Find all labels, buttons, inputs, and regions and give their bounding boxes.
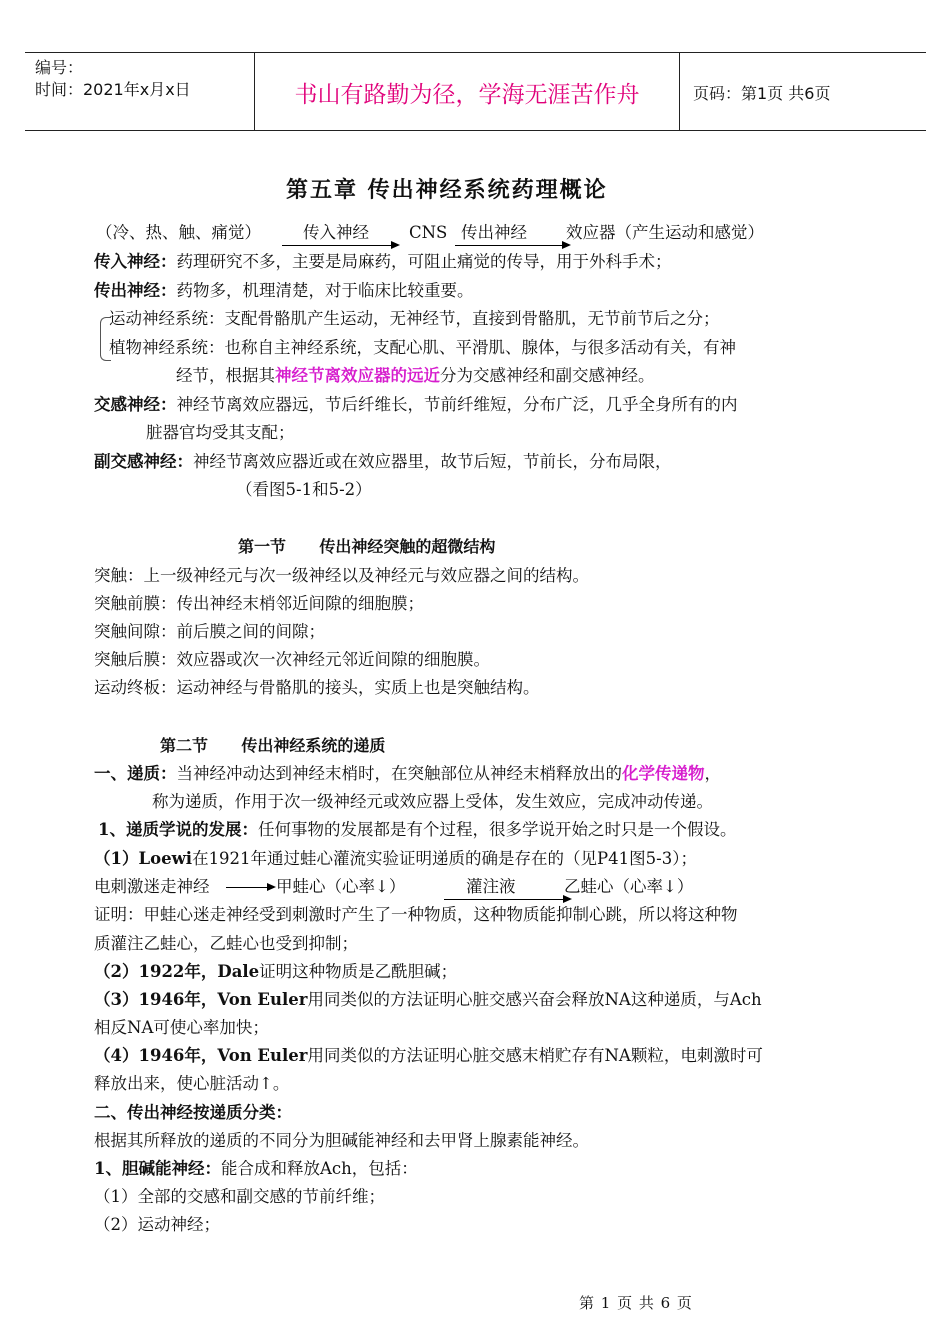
term: 副交感神经： — [94, 452, 193, 471]
text: 任何事物的发展都是有个过程，很多学说开始之时只是一个假设。 — [257, 820, 737, 839]
term: （3）1946年，Von Euler — [94, 990, 308, 1009]
autonomic-system: 植物神经系统：也称自主神经系统，支配心肌、平滑肌、腺体，与很多活动有关，有神 — [109, 338, 736, 357]
experiment-step: 电刺激迷走神经 — [94, 877, 210, 896]
text: 用同类似的方法证明心脏交感兴奋会释放NA这种递质，与Ach — [307, 990, 762, 1009]
experiment-step: 乙蛙心（心率↓） — [564, 877, 694, 896]
section-1-line: 突触间隙：前后膜之间的间隙； — [94, 622, 325, 641]
history-item-2 — [94, 961, 457, 983]
sympathetic-definition — [94, 394, 738, 416]
text: 当神经冲动达到神经末梢时，在突触部位从神经末梢释放出的 — [176, 764, 622, 783]
text: 在1921年通过蛙心灌流实验证明递质的确是存在的（见P41图5-3）； — [192, 849, 697, 868]
page-header — [25, 52, 926, 131]
chapter-title: 第五章 传出神经系统药理概论 — [286, 178, 608, 203]
theory-development — [98, 819, 736, 841]
experiment-arrow — [444, 899, 570, 900]
text: 药物多，机理清楚，对于临床比较重要。 — [176, 281, 474, 300]
text: 用同类似的方法证明心脏交感末梢贮存有NA颗粒，电刺激时可 — [307, 1046, 763, 1065]
experiment-arrow — [226, 887, 274, 888]
section-2-heading: 第二节 传出神经系统的递质 — [160, 736, 386, 755]
term: 传出神经： — [94, 281, 177, 300]
history-item-4-cont: 释放出来，使心脏活动↑。 — [94, 1074, 290, 1093]
proof-line: 证明：甲蛙心迷走神经受到刺激时产生了一种物质，这种物质能抑制心跳，所以将这种物 — [94, 905, 738, 924]
header-motto: 书山有路勤为径，学海无涯苦作舟 — [294, 82, 640, 108]
text: 证明这种物质是乙酰胆碱； — [259, 962, 458, 981]
page-footer: 第 1 页 共 6 页 — [579, 1294, 693, 1312]
highlight: 神经节离效应器的远近 — [275, 366, 440, 385]
term: 交感神经： — [94, 395, 177, 414]
term: 传入神经： — [94, 252, 177, 271]
flow-efferent: 传出神经 — [461, 223, 527, 242]
header-meta — [35, 57, 191, 101]
text: 能合成和释放Ach，包括： — [220, 1159, 418, 1178]
term: 1、递质学说的发展： — [98, 820, 258, 839]
term: （1）Loewi — [94, 849, 193, 868]
section-1-line: 突触：上一级神经元与次一级神经以及神经元与效应器之间的结构。 — [94, 566, 589, 585]
cholinergic-definition — [94, 1158, 418, 1180]
efferent-definition — [94, 280, 474, 302]
experiment-step: 灌注液 — [466, 877, 516, 896]
flow-cns: CNS — [409, 223, 448, 242]
cholinergic-item: （2）运动神经； — [94, 1215, 220, 1234]
history-item-3-cont: 相反NA可使心率加快； — [94, 1018, 269, 1037]
header-page-info: 页码：第1页 共6页 — [693, 84, 831, 103]
header-divider — [679, 53, 680, 130]
section-1-line: 突触后膜：效应器或次一次神经元邻近间隙的细胞膜。 — [94, 650, 490, 669]
term: 一、递质： — [94, 764, 177, 783]
flow-afferent: 传入神经 — [303, 223, 369, 242]
history-item-4 — [94, 1045, 763, 1067]
see-figure-note: （看图5-1和5-2） — [236, 480, 372, 499]
flow-arrow — [282, 245, 398, 246]
history-item-1 — [94, 848, 697, 870]
text: ， — [704, 764, 721, 783]
somatic-system: 运动神经系统：支配骨骼肌产生运动，无神经节，直接到骨骼肌，无节前节后之分； — [109, 309, 720, 328]
sympathetic-definition-cont: 脏器官均受其支配； — [146, 423, 295, 442]
section-1-heading: 第一节 传出神经突触的超微结构 — [238, 537, 496, 556]
flow-start: （冷、热、触、痛觉） — [96, 223, 261, 242]
term: （2）1922年，Dale — [94, 962, 260, 981]
autonomic-system-cont — [176, 365, 655, 387]
text: 药理研究不多，主要是局麻药，可阻止痛觉的传导，用于外科手术； — [176, 252, 672, 271]
cholinergic-item: （1）全部的交感和副交感的节前纤维； — [94, 1187, 385, 1206]
text: 分为交感神经和副交感神经。 — [440, 366, 655, 385]
afferent-definition — [94, 251, 672, 273]
term: （4）1946年，Von Euler — [94, 1046, 308, 1065]
classification-heading: 二、传出神经按递质分类： — [94, 1103, 292, 1122]
flow-end: 效应器（产生运动和感觉） — [566, 223, 764, 242]
section-1-line: 突触前膜：传出神经末梢邻近间隙的细胞膜； — [94, 594, 424, 613]
experiment-step: 甲蛙心（心率↓） — [276, 877, 406, 896]
text: 神经节离效应器近或在效应器里，故节后短，节前长，分布局限， — [193, 452, 672, 471]
highlight: 化学传递物 — [622, 764, 705, 783]
term: 1、胆碱能神经： — [94, 1159, 221, 1178]
number-label: 编号： — [35, 58, 84, 77]
parasympathetic-definition — [94, 451, 672, 473]
text: 神经节离效应器远，节后纤维长，节前纤维短，分布广泛，几乎全身所有的内 — [176, 395, 738, 414]
time-label: 时间：2021年x月x日 — [35, 80, 191, 99]
transmitter-definition-cont: 称为递质，作用于次一级神经元或效应器上受体，发生效应，完成冲动传递。 — [152, 792, 713, 811]
flow-arrow — [455, 245, 569, 246]
transmitter-definition — [94, 763, 721, 785]
section-1-line: 运动终板：运动神经与骨骼肌的接头，实质上也是突触结构。 — [94, 678, 540, 697]
text: 经节，根据其 — [176, 366, 275, 385]
history-item-3 — [94, 989, 762, 1011]
classification-text: 根据其所释放的递质的不同分为胆碱能神经和去甲肾上腺素能神经。 — [94, 1131, 589, 1150]
proof-line: 质灌注乙蛙心，乙蛙心也受到抑制； — [94, 934, 358, 953]
